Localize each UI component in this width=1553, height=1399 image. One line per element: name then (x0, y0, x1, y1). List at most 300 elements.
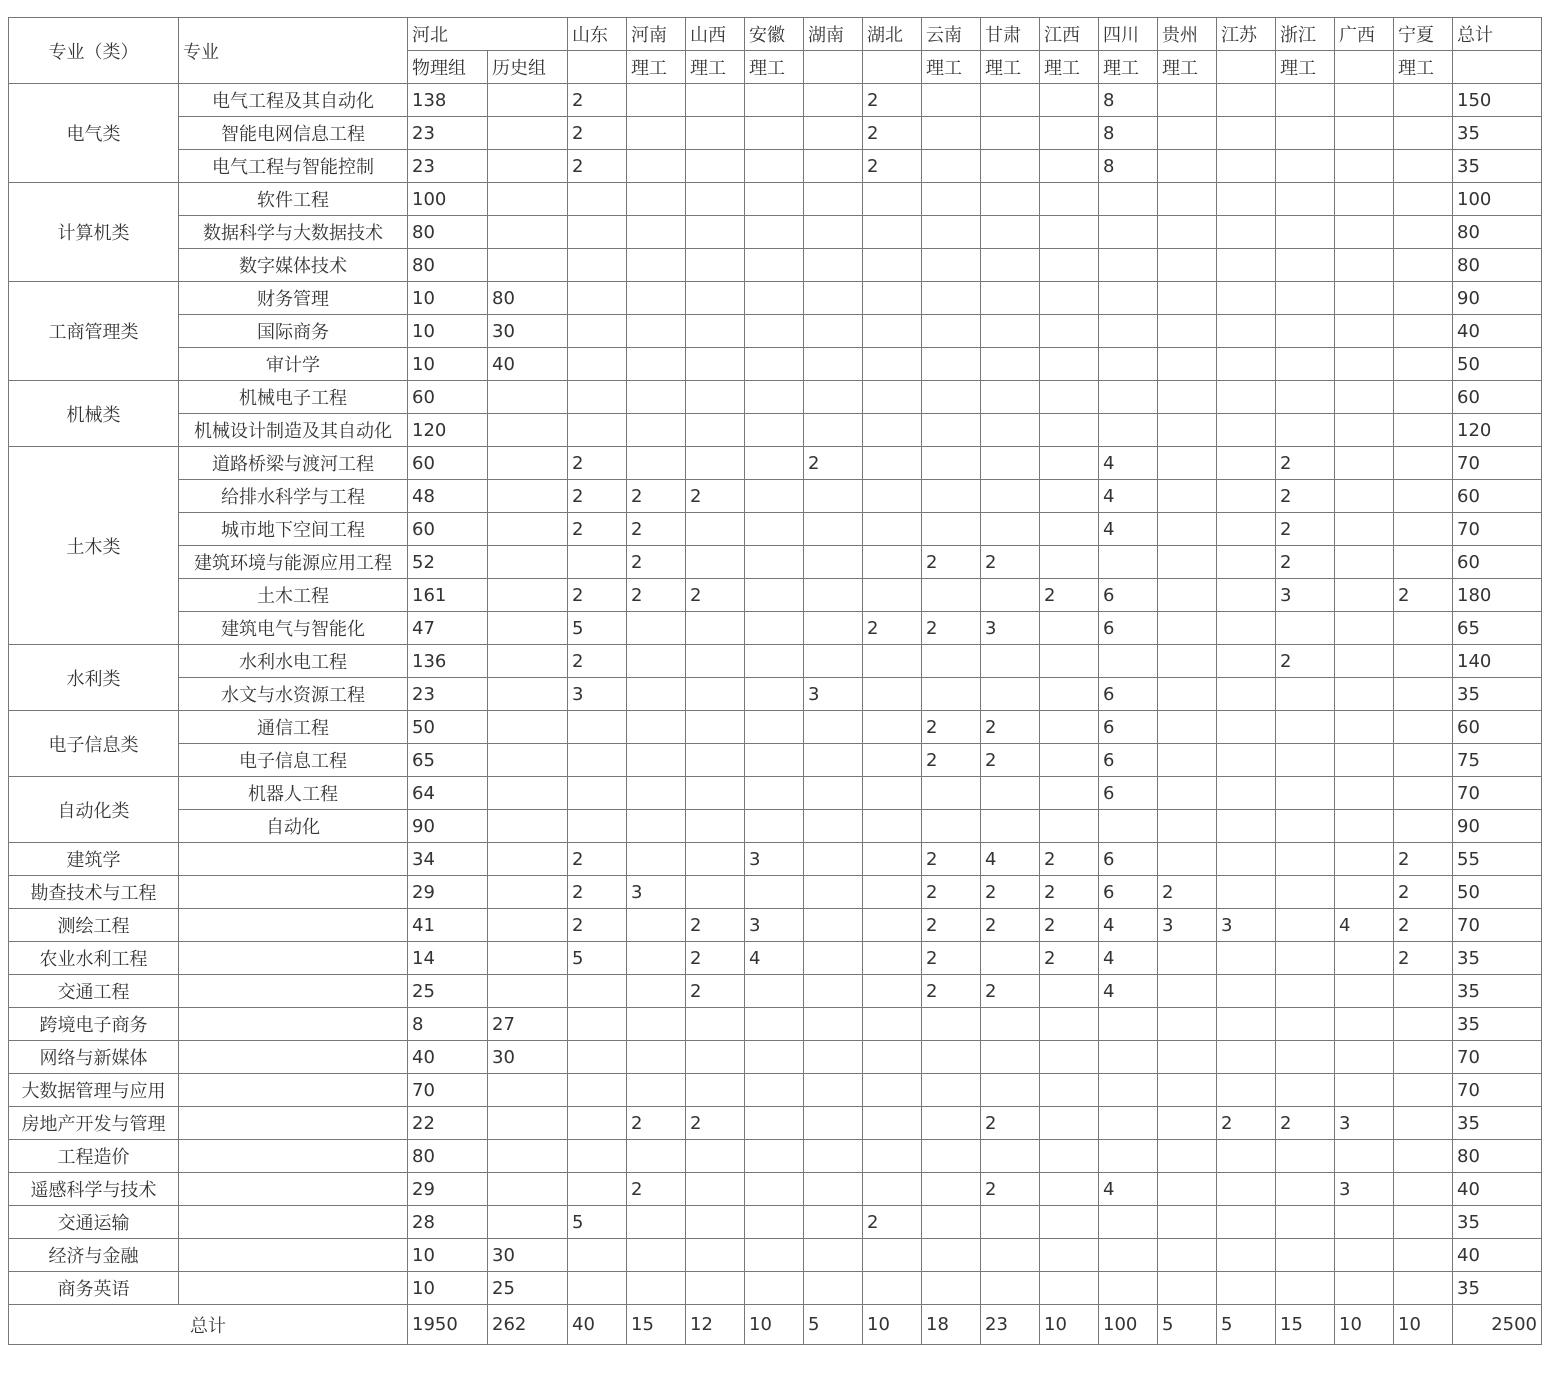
province-quota-cell (804, 909, 863, 942)
row-total-cell: 90 (1453, 810, 1542, 843)
province-quota-cell (1217, 216, 1276, 249)
province-quota-cell (1158, 183, 1217, 216)
province-quota-cell (981, 183, 1040, 216)
province-quota-cell (1099, 546, 1158, 579)
province-quota-cell (922, 183, 981, 216)
province-quota-cell: 2 (1217, 1107, 1276, 1140)
province-quota-cell (1276, 249, 1335, 282)
major-cell (179, 843, 408, 876)
province-quota-cell (1394, 1074, 1453, 1107)
province-quota-cell (1394, 84, 1453, 117)
province-quota-cell: 2 (981, 1173, 1040, 1206)
province-quota-cell: 3 (1158, 909, 1217, 942)
province-quota-cell (568, 183, 627, 216)
province-quota-cell (804, 579, 863, 612)
header-hebei-history: 历史组 (488, 51, 568, 84)
row-total-cell: 35 (1453, 1206, 1542, 1239)
province-quota-cell (745, 249, 804, 282)
province-quota-cell (686, 612, 745, 645)
hebei-physics-cell: 60 (408, 513, 488, 546)
province-quota-cell: 2 (627, 480, 686, 513)
province-quota-cell: 6 (1099, 612, 1158, 645)
major-cell: 建筑电气与智能化 (179, 612, 408, 645)
province-quota-cell: 2 (568, 909, 627, 942)
major-cell: 通信工程 (179, 711, 408, 744)
hebei-physics-cell: 47 (408, 612, 488, 645)
province-quota-cell (804, 1272, 863, 1305)
province-quota-cell (1158, 1140, 1217, 1173)
hebei-history-cell: 30 (488, 315, 568, 348)
province-quota-cell: 2 (981, 909, 1040, 942)
hebei-history-cell (488, 150, 568, 183)
major-cell (179, 975, 408, 1008)
hebei-physics-cell: 23 (408, 117, 488, 150)
province-quota-cell (1335, 1074, 1394, 1107)
province-quota-cell (922, 1272, 981, 1305)
header-province-type (863, 51, 922, 84)
province-quota-cell (804, 546, 863, 579)
major-cell (179, 1140, 408, 1173)
province-quota-cell (1276, 282, 1335, 315)
major-cell: 电子信息工程 (179, 744, 408, 777)
table-row (9, 480, 1542, 513)
province-quota-cell: 4 (1099, 1173, 1158, 1206)
table-row (9, 579, 1542, 612)
province-quota-cell (1217, 810, 1276, 843)
major-cell: 财务管理 (179, 282, 408, 315)
hebei-physics-cell: 100 (408, 183, 488, 216)
province-quota-cell (1158, 150, 1217, 183)
province-quota-cell (922, 1173, 981, 1206)
hebei-physics-cell: 48 (408, 480, 488, 513)
row-total-cell: 50 (1453, 876, 1542, 909)
province-quota-cell (863, 315, 922, 348)
province-quota-cell (1217, 447, 1276, 480)
province-quota-cell (627, 909, 686, 942)
table-row (9, 282, 1542, 315)
category-cell: 工程造价 (9, 1140, 179, 1173)
header-province-type (1335, 51, 1394, 84)
province-quota-cell (1335, 1140, 1394, 1173)
province-quota-cell: 2 (627, 579, 686, 612)
province-quota-cell (1217, 282, 1276, 315)
hebei-history-cell (488, 84, 568, 117)
row-total-cell: 40 (1453, 315, 1542, 348)
hebei-history-cell (488, 942, 568, 975)
province-quota-cell: 2 (1394, 942, 1453, 975)
province-quota-cell (863, 513, 922, 546)
province-quota-cell (804, 612, 863, 645)
province-quota-cell (804, 315, 863, 348)
table-row (9, 183, 1542, 216)
province-quota-cell (568, 777, 627, 810)
province-quota-cell (1394, 315, 1453, 348)
province-quota-cell (745, 1107, 804, 1140)
hebei-physics-cell: 34 (408, 843, 488, 876)
province-quota-cell (1276, 612, 1335, 645)
row-total-cell: 70 (1453, 447, 1542, 480)
row-total-cell: 55 (1453, 843, 1542, 876)
province-quota-cell (1335, 1008, 1394, 1041)
province-quota-cell (981, 1008, 1040, 1041)
province-quota-cell: 2 (627, 1173, 686, 1206)
province-quota-cell (686, 1272, 745, 1305)
major-cell: 电气工程及其自动化 (179, 84, 408, 117)
province-quota-cell (745, 777, 804, 810)
table-row (9, 1239, 1542, 1272)
province-quota-cell (1040, 1008, 1099, 1041)
row-total-cell: 70 (1453, 909, 1542, 942)
province-quota-cell (1158, 645, 1217, 678)
province-quota-cell (745, 117, 804, 150)
province-quota-cell (981, 216, 1040, 249)
hebei-history-cell (488, 810, 568, 843)
province-quota-cell (1217, 645, 1276, 678)
province-quota-cell (804, 480, 863, 513)
province-quota-cell: 2 (568, 513, 627, 546)
province-quota-cell (1335, 711, 1394, 744)
province-quota-cell (745, 1008, 804, 1041)
province-quota-cell (1158, 249, 1217, 282)
province-quota-cell: 2 (863, 1206, 922, 1239)
province-quota-cell (922, 447, 981, 480)
province-quota-cell: 3 (804, 678, 863, 711)
province-quota-cell (804, 1041, 863, 1074)
province-quota-cell (1040, 975, 1099, 1008)
province-quota-cell: 2 (863, 612, 922, 645)
header-province-type (568, 51, 627, 84)
province-quota-cell (1276, 1074, 1335, 1107)
hebei-history-cell (488, 1173, 568, 1206)
province-quota-cell (863, 183, 922, 216)
province-quota-cell (627, 414, 686, 447)
province-quota-cell: 2 (804, 447, 863, 480)
row-total-cell: 70 (1453, 777, 1542, 810)
header-province-type: 理工 (1099, 51, 1158, 84)
province-quota-cell (1217, 249, 1276, 282)
major-cell (179, 1206, 408, 1239)
province-quota-cell (627, 150, 686, 183)
row-total-cell: 80 (1453, 249, 1542, 282)
province-quota-cell (627, 1239, 686, 1272)
table-row (9, 1140, 1542, 1173)
province-quota-cell (981, 1272, 1040, 1305)
province-quota-cell (1335, 183, 1394, 216)
province-quota-cell (1335, 678, 1394, 711)
province-quota-cell (1394, 810, 1453, 843)
province-quota-cell (922, 1239, 981, 1272)
category-cell: 农业水利工程 (9, 942, 179, 975)
province-quota-cell (686, 1206, 745, 1239)
province-quota-cell (863, 1107, 922, 1140)
province-quota-cell (1394, 645, 1453, 678)
province-quota-cell (627, 282, 686, 315)
province-quota-cell: 4 (1099, 975, 1158, 1008)
province-quota-cell (1217, 117, 1276, 150)
province-quota-cell (804, 810, 863, 843)
province-quota-cell (1099, 249, 1158, 282)
province-quota-cell (1394, 282, 1453, 315)
table-row (9, 645, 1542, 678)
province-quota-cell (745, 84, 804, 117)
province-quota-cell (1276, 1206, 1335, 1239)
province-quota-cell (1217, 513, 1276, 546)
province-quota-cell (804, 1173, 863, 1206)
province-quota-cell (1040, 183, 1099, 216)
major-cell: 审计学 (179, 348, 408, 381)
province-quota-cell: 2 (568, 579, 627, 612)
province-quota-cell (568, 216, 627, 249)
province-quota-cell (745, 810, 804, 843)
row-total-cell: 70 (1453, 513, 1542, 546)
province-quota-cell (686, 1173, 745, 1206)
province-quota-cell (1394, 777, 1453, 810)
table-row (9, 1008, 1542, 1041)
province-quota-cell: 2 (1276, 546, 1335, 579)
province-quota-cell (1217, 1173, 1276, 1206)
province-quota-cell (1217, 744, 1276, 777)
major-cell: 给排水科学与工程 (179, 480, 408, 513)
province-quota-cell (1158, 1239, 1217, 1272)
province-quota-cell: 3 (745, 843, 804, 876)
province-quota-cell (863, 348, 922, 381)
province-quota-cell (1099, 348, 1158, 381)
province-quota-cell (981, 1206, 1040, 1239)
province-quota-cell (1394, 1173, 1453, 1206)
province-quota-cell: 6 (1099, 876, 1158, 909)
header-province: 山东 (568, 18, 627, 51)
province-quota-cell (568, 1173, 627, 1206)
province-quota-cell (1158, 711, 1217, 744)
province-quota-cell: 4 (1099, 513, 1158, 546)
hebei-physics-cell: 52 (408, 546, 488, 579)
major-cell (179, 876, 408, 909)
major-cell: 建筑环境与能源应用工程 (179, 546, 408, 579)
province-quota-cell (1099, 645, 1158, 678)
province-quota-cell (1158, 513, 1217, 546)
province-quota-cell: 5 (568, 612, 627, 645)
province-quota-cell (863, 381, 922, 414)
province-quota-cell (1099, 1074, 1158, 1107)
province-quota-cell (627, 1041, 686, 1074)
province-quota-cell (627, 117, 686, 150)
province-quota-cell: 3 (1276, 579, 1335, 612)
province-quota-cell (627, 381, 686, 414)
province-quota-cell (922, 414, 981, 447)
province-quota-cell: 6 (1099, 678, 1158, 711)
totals-grand: 2500 (1453, 1305, 1542, 1345)
province-quota-cell: 2 (1276, 447, 1335, 480)
province-quota-cell (686, 315, 745, 348)
province-quota-cell (863, 1041, 922, 1074)
province-quota-cell: 4 (1099, 909, 1158, 942)
province-quota-cell: 2 (981, 711, 1040, 744)
province-quota-cell (1276, 84, 1335, 117)
province-quota-cell (1158, 579, 1217, 612)
province-quota-cell (1217, 975, 1276, 1008)
province-quota-cell (745, 645, 804, 678)
province-quota-cell: 2 (863, 84, 922, 117)
major-cell: 水利水电工程 (179, 645, 408, 678)
province-quota-cell: 2 (981, 876, 1040, 909)
province-quota-cell (981, 1041, 1040, 1074)
province-quota-cell: 4 (1099, 942, 1158, 975)
province-quota-cell (863, 777, 922, 810)
province-quota-cell: 2 (1394, 909, 1453, 942)
province-quota-cell (1394, 381, 1453, 414)
header-category: 专业（类） (9, 18, 179, 84)
province-quota-cell: 2 (568, 843, 627, 876)
province-quota-cell (686, 1008, 745, 1041)
province-quota-cell (568, 744, 627, 777)
table-row (9, 942, 1542, 975)
totals-province: 5 (804, 1305, 863, 1345)
hebei-history-cell (488, 414, 568, 447)
table-row (9, 315, 1542, 348)
province-quota-cell: 3 (1217, 909, 1276, 942)
header-province: 江苏 (1217, 18, 1276, 51)
hebei-history-cell (488, 876, 568, 909)
province-quota-cell (1394, 480, 1453, 513)
header-total: 总计 (1453, 18, 1542, 51)
province-quota-cell (686, 117, 745, 150)
province-quota-cell (1217, 348, 1276, 381)
province-quota-cell: 3 (1335, 1107, 1394, 1140)
province-quota-cell (1040, 546, 1099, 579)
province-quota-cell (804, 711, 863, 744)
province-quota-cell (686, 513, 745, 546)
province-quota-cell (804, 348, 863, 381)
hebei-physics-cell: 65 (408, 744, 488, 777)
province-quota-cell (1394, 1272, 1453, 1305)
province-quota-cell (1276, 216, 1335, 249)
province-quota-cell (922, 678, 981, 711)
hebei-physics-cell: 161 (408, 579, 488, 612)
hebei-physics-cell: 64 (408, 777, 488, 810)
hebei-physics-cell: 90 (408, 810, 488, 843)
province-quota-cell: 3 (568, 678, 627, 711)
province-quota-cell (863, 1272, 922, 1305)
province-quota-cell (627, 612, 686, 645)
hebei-history-cell: 27 (488, 1008, 568, 1041)
province-quota-cell (863, 216, 922, 249)
header-total-sub (1453, 51, 1542, 84)
province-quota-cell (1040, 315, 1099, 348)
province-quota-cell (1394, 546, 1453, 579)
province-quota-cell (863, 1074, 922, 1107)
table-row (9, 513, 1542, 546)
hebei-history-cell (488, 1140, 568, 1173)
table-row (9, 810, 1542, 843)
major-cell: 水文与水资源工程 (179, 678, 408, 711)
table-row (9, 216, 1542, 249)
province-quota-cell (863, 546, 922, 579)
province-quota-cell (1040, 678, 1099, 711)
province-quota-cell (1158, 282, 1217, 315)
province-quota-cell (1158, 942, 1217, 975)
province-quota-cell (1217, 1041, 1276, 1074)
row-total-cell: 65 (1453, 612, 1542, 645)
province-quota-cell (804, 744, 863, 777)
row-total-cell: 40 (1453, 1173, 1542, 1206)
province-quota-cell (627, 183, 686, 216)
totals-province: 15 (1276, 1305, 1335, 1345)
province-quota-cell (922, 150, 981, 183)
province-quota-cell (804, 1206, 863, 1239)
province-quota-cell (1158, 348, 1217, 381)
province-quota-cell (804, 513, 863, 546)
province-quota-cell (1040, 348, 1099, 381)
province-quota-cell (1276, 678, 1335, 711)
province-quota-cell (686, 777, 745, 810)
province-quota-cell (1335, 579, 1394, 612)
province-quota-cell (863, 282, 922, 315)
table-row (9, 117, 1542, 150)
province-quota-cell (922, 1008, 981, 1041)
province-quota-cell (863, 843, 922, 876)
province-quota-cell (745, 1140, 804, 1173)
province-quota-cell (863, 249, 922, 282)
province-quota-cell (1158, 447, 1217, 480)
table-row (9, 1074, 1542, 1107)
province-quota-cell (568, 381, 627, 414)
province-quota-cell (1099, 381, 1158, 414)
province-quota-cell (804, 183, 863, 216)
province-quota-cell (922, 513, 981, 546)
province-quota-cell: 6 (1099, 744, 1158, 777)
hebei-physics-cell: 40 (408, 1041, 488, 1074)
hebei-history-cell (488, 480, 568, 513)
province-quota-cell (627, 678, 686, 711)
province-quota-cell (1217, 1272, 1276, 1305)
hebei-history-cell (488, 711, 568, 744)
province-quota-cell: 2 (863, 117, 922, 150)
province-quota-cell (686, 711, 745, 744)
province-quota-cell (1217, 414, 1276, 447)
province-quota-cell: 4 (1099, 447, 1158, 480)
province-quota-cell (1217, 1140, 1276, 1173)
province-quota-cell (1040, 150, 1099, 183)
major-cell (179, 1107, 408, 1140)
hebei-history-cell (488, 183, 568, 216)
hebei-history-cell: 30 (488, 1239, 568, 1272)
province-quota-cell: 6 (1099, 711, 1158, 744)
province-quota-cell (804, 777, 863, 810)
province-quota-cell (804, 843, 863, 876)
province-quota-cell (568, 810, 627, 843)
row-total-cell: 60 (1453, 480, 1542, 513)
province-quota-cell (1040, 1074, 1099, 1107)
category-cell: 勘查技术与工程 (9, 876, 179, 909)
province-quota-cell: 2 (568, 447, 627, 480)
province-quota-cell (1040, 645, 1099, 678)
major-cell: 机器人工程 (179, 777, 408, 810)
province-quota-cell (1040, 744, 1099, 777)
header-province-type: 理工 (1040, 51, 1099, 84)
province-quota-cell (863, 810, 922, 843)
province-quota-cell: 2 (1276, 480, 1335, 513)
province-quota-cell (686, 843, 745, 876)
major-cell (179, 1008, 408, 1041)
province-quota-cell (1040, 1107, 1099, 1140)
province-quota-cell (1276, 975, 1335, 1008)
table-row (9, 546, 1542, 579)
province-quota-cell (745, 1272, 804, 1305)
province-quota-cell (863, 1008, 922, 1041)
province-quota-cell (981, 645, 1040, 678)
province-quota-cell (568, 1140, 627, 1173)
row-total-cell: 70 (1453, 1041, 1542, 1074)
